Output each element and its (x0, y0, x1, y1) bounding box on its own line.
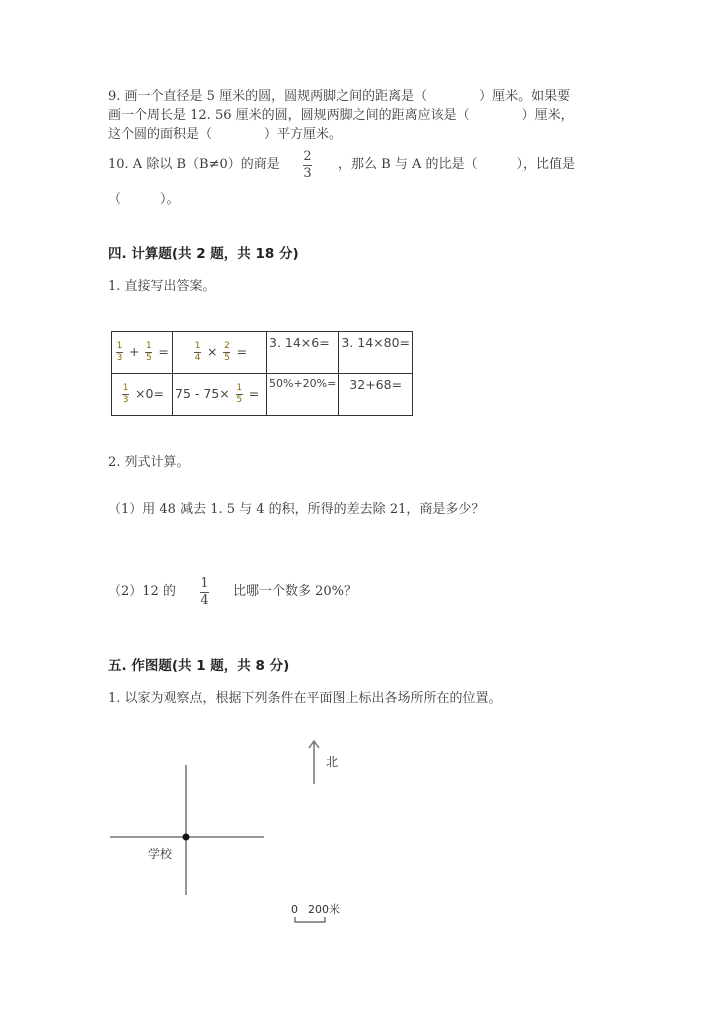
q10-line-2: （ ）。 (108, 192, 180, 207)
fraction-numerator: 1 (200, 576, 209, 591)
section-4-q2-part2-a: （2）12 的 (108, 584, 176, 599)
q9-line-1: 9. 画一个直径是 5 厘米的圆，圆规两脚之间的距离是（ ）厘米。如果要 (108, 89, 571, 104)
fraction: $\frac{1}{3}$ (116, 341, 123, 363)
table-cell: $\frac{1}{3}$ + $\frac{1}{5}$ = (112, 332, 173, 374)
table-cell: 32+68= (339, 374, 413, 416)
table-cell: 75 - 75× $\frac{1}{5}$ = (173, 374, 267, 416)
fraction-numerator: 2 (303, 149, 312, 164)
q9-line-2: 画一个周长是 12. 56 厘米的圆，圆规两脚之间的距离应该是（ ）厘米， (108, 108, 574, 123)
q10-text-part2: ，那么 B 与 A 的比是（ ），比值是 (338, 157, 575, 172)
scale-zero-label: 0 (291, 903, 298, 916)
q10-text-part1: 10. A 除以 B（B≠0）的商是 (108, 157, 280, 172)
section-4-q2-label: 2. 列式计算。 (108, 455, 190, 470)
q9-line-3: 这个圆的面积是（ ）平方厘米。 (108, 127, 343, 142)
section-4-title: 四. 计算题(共 2 题，共 18 分) (108, 246, 299, 262)
table-cell: 50%+20%= (267, 374, 339, 416)
north-label: 北 (326, 755, 339, 769)
table-cell: 3. 14×80= (339, 332, 413, 374)
section-4-q2-part1: （1）用 48 减去 1. 5 与 4 的积，所得的差去除 21，商是多少？ (108, 502, 485, 517)
fraction: $\frac{1}{5}$ (146, 341, 152, 363)
section-4-q1-label: 1. 直接写出答案。 (108, 279, 216, 294)
table-cell: $\frac{1}{3}$ ×0= (112, 374, 173, 416)
section-5-q1-label: 1. 以家为观察点，根据下列条件在平面图上标出各场所所在的位置。 (108, 691, 502, 706)
school-label: 学校 (148, 847, 173, 861)
fraction-denominator: 3 (303, 166, 312, 181)
fraction: $\frac{2}{5}$ (224, 341, 230, 363)
fraction: $\frac{1}{5}$ (236, 383, 243, 405)
scale-distance-label: 200米 (308, 903, 340, 916)
school-point (183, 834, 190, 841)
section-5-title: 五. 作图题(共 1 题，共 8 分) (108, 658, 290, 674)
fraction-denominator: 4 (200, 593, 209, 608)
table-cell: 3. 14×6= (267, 332, 339, 374)
scale-bar (295, 917, 325, 922)
fraction: $\frac{1}{4}$ (194, 341, 201, 363)
table-cell: $\frac{1}{4}$ × $\frac{2}{5}$ = (173, 332, 267, 374)
fraction: $\frac{1}{3}$ (122, 383, 129, 405)
section-4-q2-part2-b: 比哪一个数多 20%？ (233, 584, 358, 599)
